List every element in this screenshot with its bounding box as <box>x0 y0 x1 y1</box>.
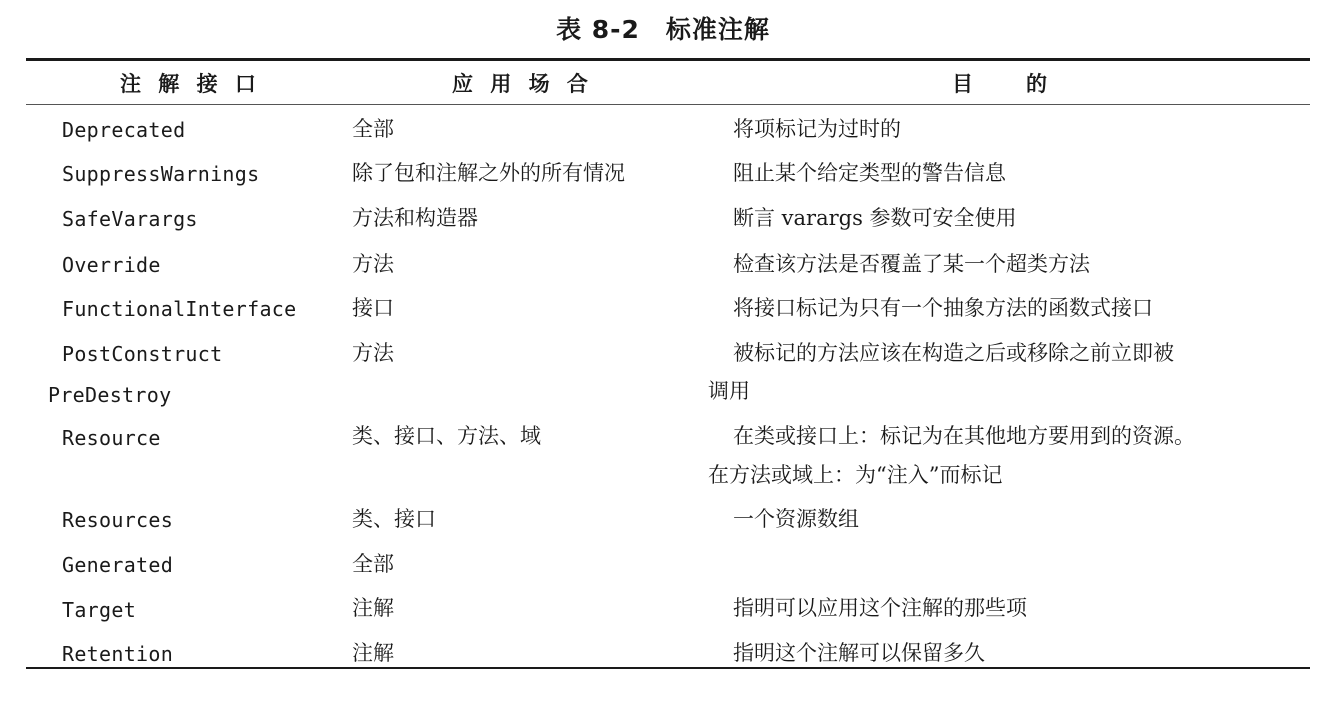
table-row-interface: Generated <box>62 553 174 577</box>
header-interface: 注 解 接 口 <box>120 72 261 96</box>
table-row-usage: 接口 <box>352 296 394 320</box>
table-row-usage: 类、接口、方法、域 <box>352 424 541 448</box>
header-purpose-1: 目 <box>952 72 978 96</box>
table-row-purpose: 将接口标记为只有一个抽象方法的函数式接口 <box>733 296 1153 320</box>
table-bottom-rule <box>26 667 1310 669</box>
table-row-usage: 方法 <box>352 341 394 365</box>
table-row-usage: 注解 <box>352 596 394 620</box>
header-usage: 应 用 场 合 <box>452 72 593 96</box>
table-row-purpose: 在类或接口上：标记为在其他地方要用到的资源。 <box>733 424 1195 448</box>
table-row-usage: 除了包和注解之外的所有情况 <box>352 161 625 185</box>
table-row-interface: Target <box>62 598 137 622</box>
header-rule <box>26 104 1310 105</box>
table-row-usage: 全部 <box>352 552 394 576</box>
table-row-purpose: 在方法或域上：为“注入”而标记 <box>708 463 1003 487</box>
table-row-interface: PostConstruct <box>62 342 223 366</box>
table-row-purpose: 被标记的方法应该在构造之后或移除之前立即被 <box>733 341 1174 365</box>
table-row-interface: SuppressWarnings <box>62 162 260 186</box>
table-row-usage: 方法和构造器 <box>352 206 478 230</box>
table-row-purpose: 指明这个注解可以保留多久 <box>733 641 985 665</box>
table-row-purpose: 断言 varargs 参数可安全使用 <box>733 206 1017 230</box>
table-row-purpose: 检查该方法是否覆盖了某一个超类方法 <box>733 252 1090 276</box>
header-purpose-2: 的 <box>1026 72 1052 96</box>
table-row-usage: 全部 <box>352 117 394 141</box>
table-row-interface: Resources <box>62 508 174 532</box>
table-row-interface: Deprecated <box>62 118 186 142</box>
table-caption: 表 8-2 标准注解 <box>556 15 770 44</box>
table-top-rule <box>26 58 1310 61</box>
table-row-interface: Resource <box>62 426 161 450</box>
table-row-purpose: 阻止某个给定类型的警告信息 <box>733 161 1006 185</box>
table-row-purpose: 调用 <box>708 379 750 403</box>
table-row-purpose: 将项标记为过时的 <box>733 117 901 141</box>
table-row-interface: SafeVarargs <box>62 207 198 231</box>
table-row-usage: 方法 <box>352 252 394 276</box>
table-row-purpose: 一个资源数组 <box>733 507 859 531</box>
table-row-interface: Override <box>62 253 161 277</box>
table-row-interface: Retention <box>62 642 174 666</box>
table-row-usage: 注解 <box>352 641 394 665</box>
table-row-interface: PreDestroy <box>48 383 172 407</box>
table-row-purpose: 指明可以应用这个注解的那些项 <box>733 596 1027 620</box>
table-row-usage: 类、接口 <box>352 507 436 531</box>
table-row-interface: FunctionalInterface <box>62 297 297 321</box>
